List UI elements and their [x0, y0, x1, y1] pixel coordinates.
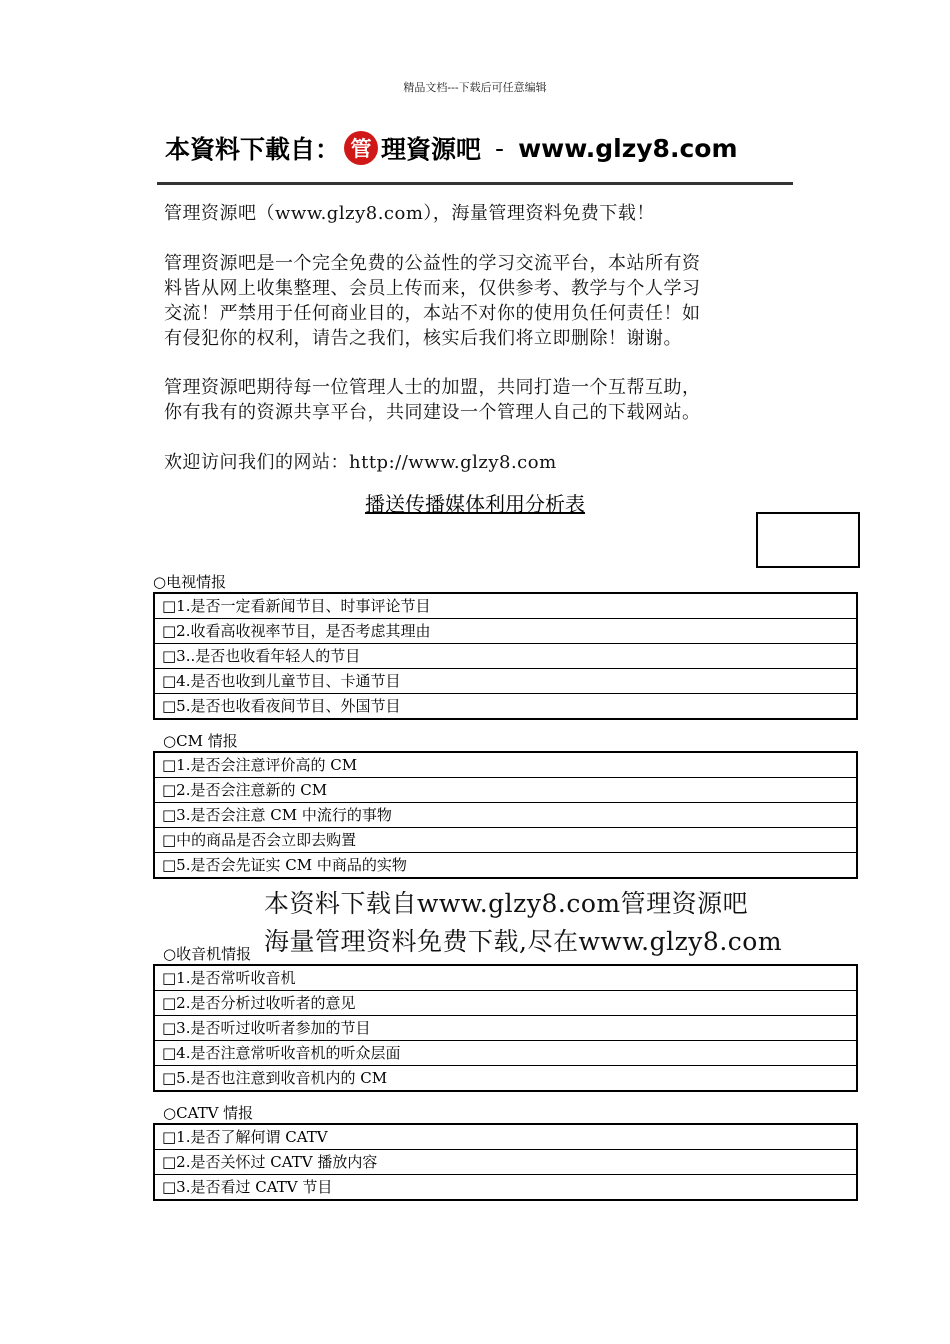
banner-prefix: 本資料下載自： — [165, 135, 341, 164]
checklist-item: □3.是否看过 CATV 节目 — [154, 1175, 857, 1201]
checklist-item: □2.收看高收视率节目，是否考虑其理由 — [154, 619, 857, 644]
checklist-item: □1.是否了解何谓 CATV — [162, 1128, 328, 1146]
header-note: 精品文档---下载后可任意编辑 — [403, 81, 547, 94]
section-heading-cm: ○CM 情报 — [163, 732, 238, 750]
table-row — [154, 991, 857, 1016]
checklist-item: □1.是否会注意评价高的 CM — [162, 756, 358, 774]
promo-text-line: 交流！严禁用于任何商业目的，本站不对你的使用负任何责任！如 — [164, 303, 701, 324]
checklist-item: □1.是否一定看新闻节目、时事评论节目 — [162, 597, 431, 615]
download-banner — [165, 128, 738, 168]
table-row — [154, 1175, 857, 1201]
blank-box — [756, 512, 860, 568]
watermark-line2: 海量管理资料免费下载,尽在www.glzy8.com — [260, 922, 786, 958]
banner-site-name: 理資源吧 — [381, 135, 482, 164]
table-row — [154, 853, 857, 879]
site-logo-icon: 管 — [344, 131, 378, 165]
promo-text-line: 有侵犯你的权利，请告之我们，核实后我们将立即删除！谢谢。 — [164, 328, 682, 349]
promo-text-line: 料皆从网上收集整理、会员上传而来，仅供参考、教学与个人学习 — [164, 278, 701, 299]
promo-text-line: 管理资源吧期待每一位管理人士的加盟，共同打造一个互帮互助， — [164, 377, 701, 398]
checklist-cm — [153, 751, 858, 879]
checklist-item: □3.是否听过收听者参加的节目 — [154, 1016, 857, 1041]
table-row — [154, 694, 857, 720]
section-heading-radio: ○收音机情报 — [163, 945, 252, 963]
promo-text-line: 你有我有的资源共享平台，共同建设一个管理人自己的下载网站。 — [164, 402, 701, 423]
promo-text-line: 管理资源吧是一个完全免费的公益性的学习交流平台，本站所有资 — [164, 253, 701, 274]
table-row — [154, 619, 857, 644]
checklist-item: □2.是否会注意新的 CM — [154, 778, 857, 803]
promo-visit: 欢迎访问我们的网站：http://www.glzy8.com — [164, 452, 557, 473]
table-row — [154, 1016, 857, 1041]
checklist-catv — [153, 1123, 858, 1201]
checklist-item: □2.是否关怀过 CATV 播放内容 — [154, 1150, 857, 1175]
checklist-item: □5.是否会先证实 CM 中商品的实物 — [154, 853, 857, 879]
table-row — [154, 644, 857, 669]
banner-divider — [157, 182, 793, 185]
checklist-item: □4.是否注意常听收音机的听众层面 — [154, 1041, 857, 1066]
promo-paragraph — [164, 375, 701, 425]
table-row — [154, 803, 857, 828]
checklist-item: □5.是否也注意到收音机内的 CM — [154, 1066, 857, 1092]
table-row — [154, 1150, 857, 1175]
table-row — [154, 1066, 857, 1092]
checklist-tv — [153, 592, 858, 720]
table-row — [154, 1041, 857, 1066]
checklist-item: □3.是否会注意 CM 中流行的事物 — [154, 803, 857, 828]
table-row — [154, 778, 857, 803]
table-row — [154, 1124, 857, 1150]
page-title: 播送传播媒体利用分析表 — [365, 492, 585, 516]
checklist-item: □2.是否分析过收听者的意见 — [154, 991, 857, 1016]
promo-line1: 管理资源吧（www.glzy8.com），海量管理资料免费下载！ — [164, 203, 655, 224]
checklist-item: □中的商品是否会立即去购置 — [154, 828, 857, 853]
checklist-item: □3..是否也收看年轻人的节目 — [154, 644, 857, 669]
table-row — [154, 752, 857, 778]
promo-paragraph — [164, 251, 701, 351]
checklist-radio — [153, 964, 858, 1092]
checklist-item: □4.是否也收到儿童节目、卡通节目 — [154, 669, 857, 694]
table-row — [154, 669, 857, 694]
table-row — [154, 965, 857, 991]
section-heading-tv: ○电视情报 — [153, 573, 227, 591]
banner-dash: - — [495, 133, 505, 163]
watermark-line1: 本资料下载自www.glzy8.com管理资源吧 — [260, 884, 752, 920]
table-row — [154, 828, 857, 853]
section-heading-catv: ○CATV 情报 — [163, 1104, 254, 1122]
banner-url: www.glzy8.com — [518, 133, 738, 163]
checklist-item: □1.是否常听收音机 — [162, 969, 296, 987]
table-row — [154, 593, 857, 619]
checklist-item: □5.是否也收看夜间节目、外国节目 — [154, 694, 857, 720]
